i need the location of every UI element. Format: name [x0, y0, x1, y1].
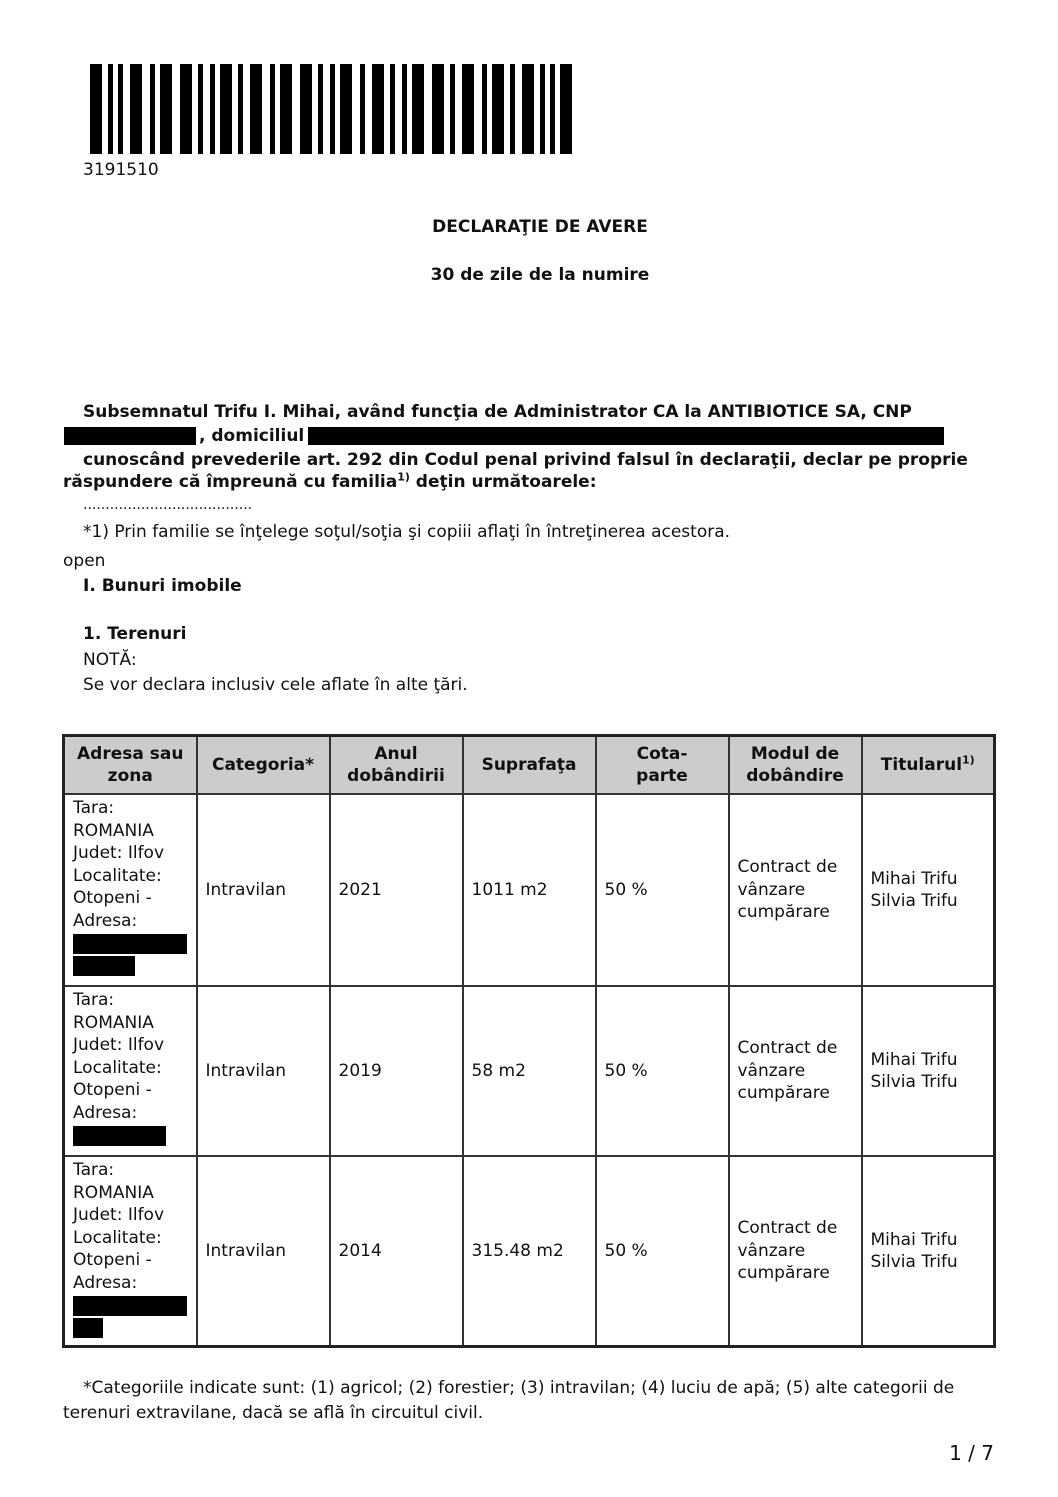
- redacted-cnp: [64, 427, 196, 445]
- table-row: [64, 794, 995, 986]
- intro-line-3: cunoscând prevederile art. 292 din Codul penal privind falsul în declaraţii, declar pe proprie: [83, 450, 968, 470]
- header-cota: Cota- parte: [596, 736, 729, 795]
- intro-domiciliu: , domiciliul: [199, 426, 305, 446]
- barcode-number: 3191510: [83, 160, 159, 180]
- cell-cota: 50 %: [596, 794, 729, 986]
- header-suprafata: Suprafaţa: [463, 736, 596, 795]
- redacted-address: [73, 1296, 187, 1316]
- subsection-heading: 1. Terenuri: [83, 624, 187, 644]
- cell-adresa: Tara: ROMANIA Judet: Ilfov Localitate: Otopeni - Adresa:: [64, 1156, 197, 1347]
- open-label: open: [63, 551, 106, 571]
- header-titular: Titularul$^{1)}$: [862, 736, 995, 795]
- cell-cota: 50 %: [596, 1156, 729, 1347]
- cell-modul: Contract de vânzare cumpărare: [729, 794, 862, 986]
- redacted-address: [73, 934, 187, 954]
- cell-categoria: Intravilan: [197, 1156, 330, 1347]
- document-subtitle: 30 de zile de la numire: [430, 265, 650, 285]
- section-heading: I. Bunuri imobile: [83, 576, 242, 596]
- category-footnote-line-1: *Categoriile indicate sunt: (1) agricol; (2) forestier; (3) intravilan; (4) luciu de apă; (5) alte categorii de: [83, 1378, 955, 1398]
- redacted-address: [73, 956, 135, 976]
- intro-line-1: Subsemnatul Trifu I. Mihai, având funcţia de Administrator CA la ANTIBIOTICE SA, CNP: [83, 402, 912, 422]
- redacted-address: [73, 1126, 166, 1146]
- cell-suprafata: 58 m2: [463, 986, 596, 1156]
- header-categoria: Categoria*: [197, 736, 330, 795]
- redacted-address: [308, 427, 944, 445]
- intro-line-4: [63, 472, 597, 492]
- header-anul: Anul dobândirii: [330, 736, 463, 795]
- land-table: [62, 734, 996, 1348]
- cell-adresa: Tara: ROMANIA Judet: Ilfov Localitate: Otopeni - Adresa:: [64, 794, 197, 986]
- footnote-ref: 1): [397, 470, 410, 484]
- cell-anul: 2021: [330, 794, 463, 986]
- cell-modul: Contract de vânzare cumpărare: [729, 986, 862, 1156]
- table-row: [64, 1156, 995, 1347]
- cell-cota: 50 %: [596, 986, 729, 1156]
- barcode-image: [90, 64, 572, 154]
- cell-modul: Contract de vânzare cumpărare: [729, 1156, 862, 1347]
- cell-adresa: Tara: ROMANIA Judet: Ilfov Localitate: Otopeni - Adresa:: [64, 986, 197, 1156]
- cell-anul: 2014: [330, 1156, 463, 1347]
- cell-suprafata: 315.48 m2: [463, 1156, 596, 1347]
- document-title: DECLARAŢIE DE AVERE: [432, 217, 648, 237]
- cell-titular: Mihai Trifu Silvia Trifu: [862, 794, 995, 986]
- header-modul: Modul de dobândire: [729, 736, 862, 795]
- intro-line-4-end: deţin următoarele:: [409, 472, 597, 492]
- cell-categoria: Intravilan: [197, 986, 330, 1156]
- intro-line-4-text: răspundere că împreună cu familia: [63, 472, 398, 492]
- category-footnote-line-2: terenuri extravilane, dacă se află în circuitul civil.: [63, 1403, 484, 1423]
- table-header-row: [64, 736, 995, 795]
- cell-suprafata: 1011 m2: [463, 794, 596, 986]
- header-adresa: Adresa sau zona: [64, 736, 197, 795]
- redacted-address: [73, 1318, 103, 1338]
- table-row: [64, 986, 995, 1156]
- cell-categoria: Intravilan: [197, 794, 330, 986]
- note-text: Se vor declara inclusiv cele aflate în alte ţări.: [83, 675, 468, 695]
- family-footnote: *1) Prin familie se înţelege soţul/soţia şi copiii aflaţi în întreţinerea acestora.: [83, 522, 731, 542]
- cell-titular: Mihai Trifu Silvia Trifu: [862, 986, 995, 1156]
- cell-titular: Mihai Trifu Silvia Trifu: [862, 1156, 995, 1347]
- dotted-line: ......................................: [83, 497, 253, 513]
- cell-anul: 2019: [330, 986, 463, 1156]
- note-label: NOTĂ:: [83, 650, 137, 670]
- page-number: 1 / 7: [949, 1441, 994, 1465]
